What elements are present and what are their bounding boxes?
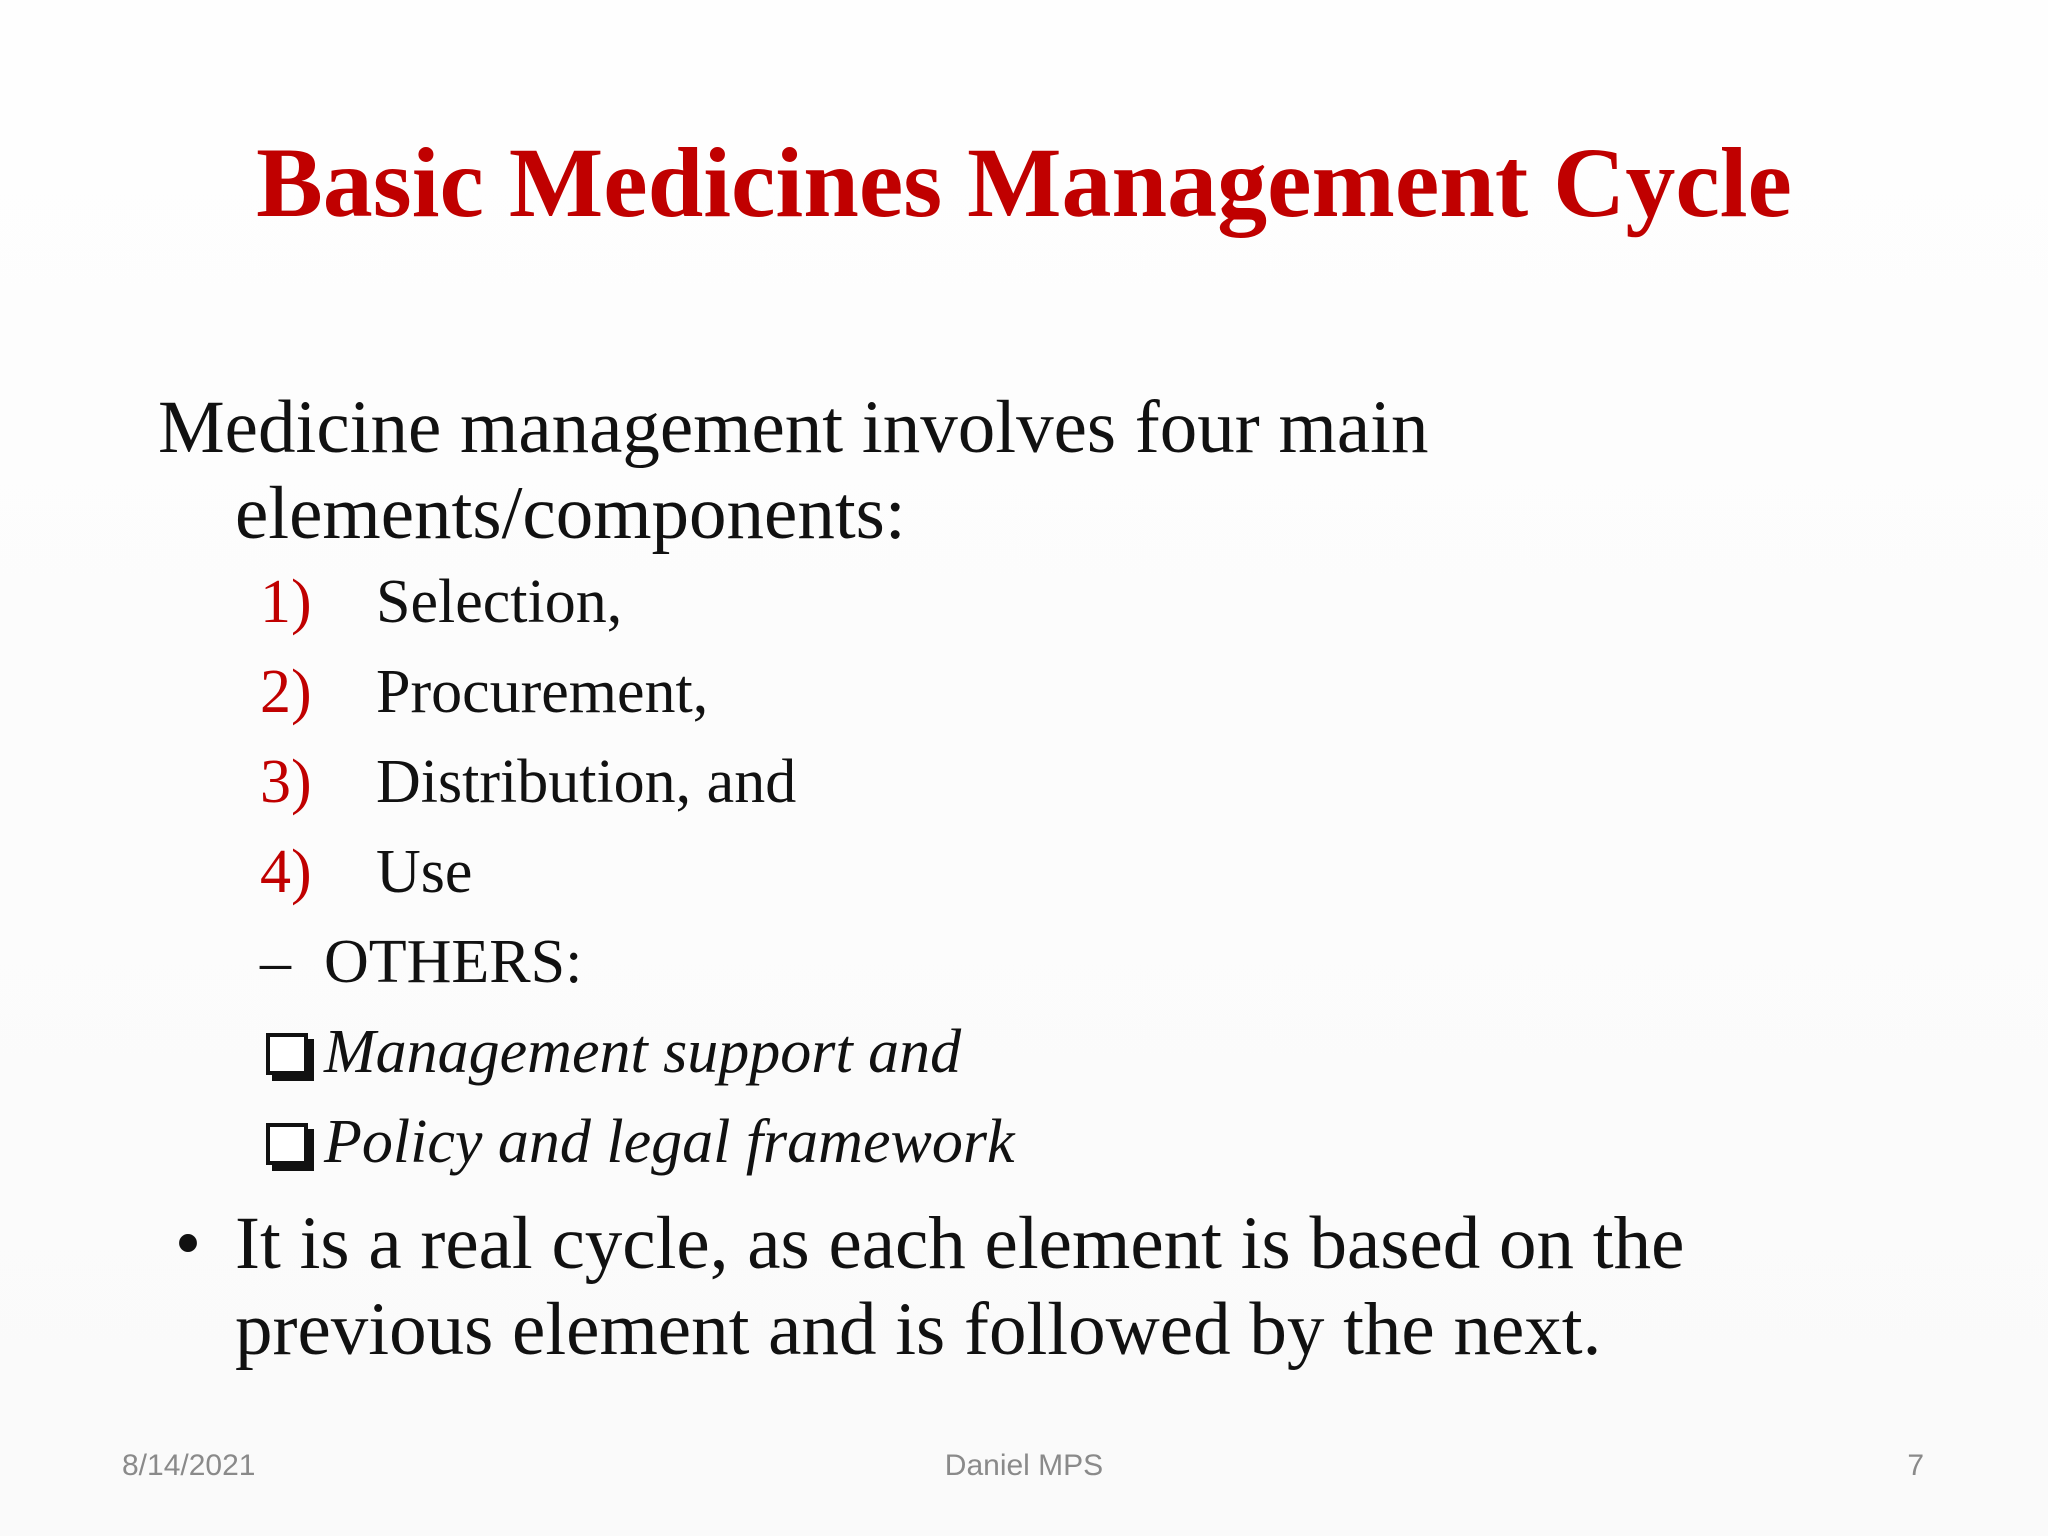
closing-text: It is a real cycle, as each element is based on the previous element and is followed by the next. — [235, 1202, 1685, 1371]
others-list — [158, 1007, 1958, 1187]
intro-text: Medicine management involves four main elements/components: — [158, 386, 1429, 555]
list-item — [158, 1097, 1958, 1187]
slide-body — [158, 385, 1958, 1373]
others-label: OTHERS: — [324, 928, 583, 996]
list-item — [158, 1007, 1958, 1097]
slide-title: Basic Medicines Management Cycle — [256, 127, 1792, 238]
list-item-text: Distribution, and — [376, 748, 797, 816]
list-item — [158, 557, 1958, 647]
footer-date: 8/14/2021 — [122, 1449, 256, 1482]
list-number: 2) — [260, 658, 312, 726]
dash-marker: – — [260, 928, 291, 996]
slide-number: 7 — [1907, 1449, 1924, 1482]
list-number: 1) — [260, 568, 312, 636]
closing-point — [158, 1201, 1958, 1373]
list-item-text: Selection, — [376, 568, 623, 636]
list-item — [158, 827, 1958, 917]
bullet-icon: • — [174, 1202, 202, 1285]
list-item — [158, 737, 1958, 827]
elements-list — [158, 557, 1958, 917]
list-number: 4) — [260, 838, 312, 906]
list-item-text: Management support and — [324, 1018, 962, 1086]
others-heading — [158, 917, 1958, 1007]
footer-author: Daniel MPS — [944, 1449, 1104, 1482]
list-item-text: Policy and legal framework — [324, 1108, 1015, 1176]
list-item — [158, 647, 1958, 737]
checkbox-bullet-icon — [266, 1123, 308, 1165]
checkbox-bullet-icon — [266, 1033, 308, 1075]
list-number: 3) — [260, 748, 312, 816]
list-item-text: Procurement, — [376, 658, 709, 726]
list-item-text: Use — [376, 838, 473, 906]
